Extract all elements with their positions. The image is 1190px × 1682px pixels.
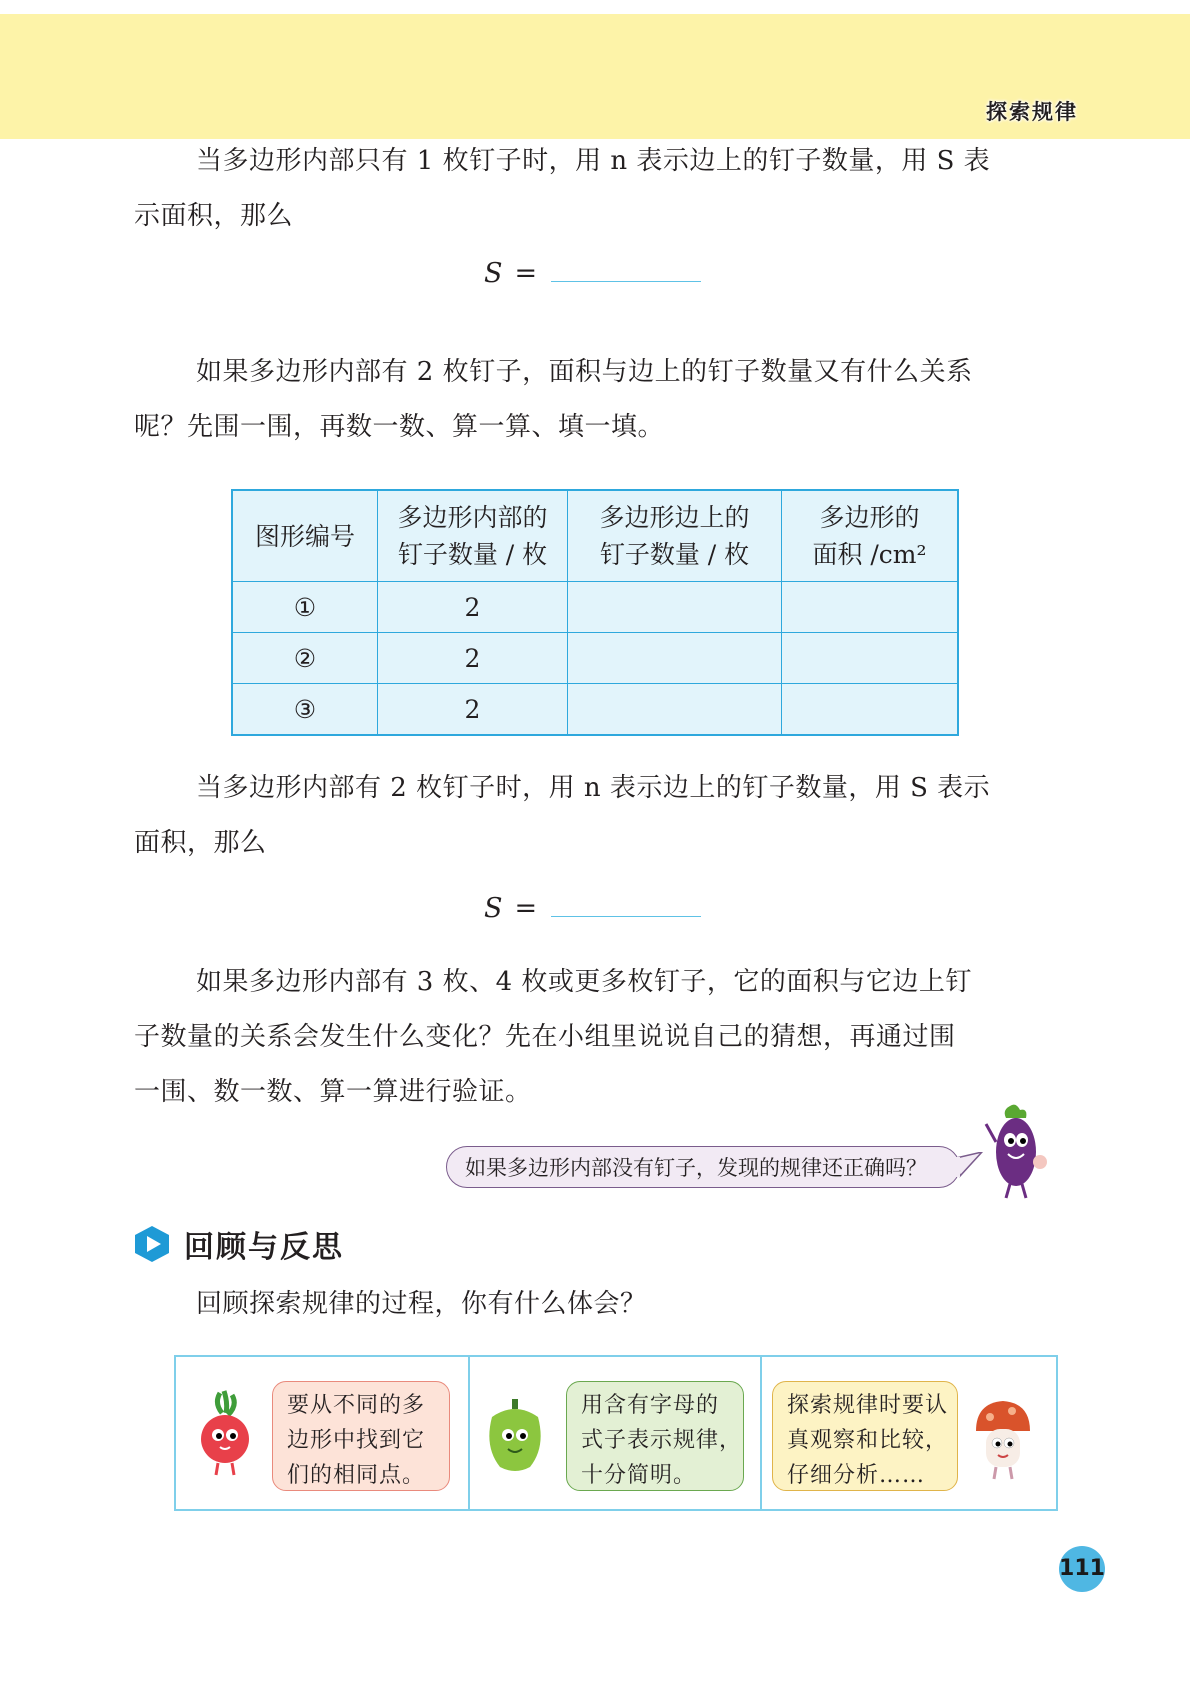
cell-area[interactable] [782, 582, 959, 633]
reflection-bubble: 探索规律时要认 真观察和比较， 仔细分析…… [772, 1381, 958, 1491]
cell-edge-nails[interactable] [568, 633, 782, 684]
paragraph-4 [134, 955, 1064, 1120]
formula-2-equals: = [514, 893, 538, 924]
table-row [232, 633, 958, 684]
header-area: 多边形的 面积 /cm² [782, 490, 959, 582]
cell-shape-id: ③ [232, 684, 378, 736]
page-number-badge: 111 [1059, 1546, 1105, 1592]
paragraph-3 [134, 761, 1064, 871]
paragraph-4-line-1: 如果多边形内部有 3 枚、4 枚或更多枚钉子，它的面积与它边上钉 [196, 967, 972, 997]
cell-inner-nails: 2 [378, 684, 568, 736]
paragraph-2-line-2: 呢？先围一围，再数一数、算一算、填一填。 [134, 412, 665, 442]
paragraph-4-line-3: 一围、数一数、算一算进行验证。 [134, 1077, 532, 1107]
reflection-cell-mushroom [762, 1357, 1056, 1509]
formula-1-lhs: S [484, 258, 503, 289]
review-question: 回顾探索规律的过程，你有什么体会？ [196, 1289, 647, 1319]
paragraph-3-line-1: 当多边形内部有 2 枚钉子时，用 n 表示边上的钉子数量，用 S 表示 [196, 773, 991, 803]
table-row [232, 582, 958, 633]
cell-inner-nails: 2 [378, 633, 568, 684]
eggplant-character-icon [982, 1102, 1052, 1202]
cell-shape-id: ① [232, 582, 378, 633]
cell-area[interactable] [782, 633, 959, 684]
pepper-character-icon [480, 1397, 550, 1477]
paragraph-1-line-1: 当多边形内部只有 1 枚钉子时，用 n 表示边上的钉子数量，用 S 表 [196, 146, 991, 176]
cell-edge-nails[interactable] [568, 582, 782, 633]
cell-area[interactable] [782, 684, 959, 736]
nail-count-table [231, 489, 959, 736]
paragraph-1 [134, 134, 1064, 244]
formula-1 [484, 258, 701, 289]
review-title-label: 回顾与反思 [184, 1230, 344, 1265]
paragraph-2 [134, 345, 1064, 455]
play-triangle-icon [134, 1225, 170, 1263]
header-inner-nails: 多边形内部的 钉子数量 / 枚 [378, 490, 568, 582]
paragraph-1-line-2: 示面积，那么 [134, 201, 294, 231]
paragraph-3-line-2: 面积，那么 [134, 828, 267, 858]
formula-2-blank[interactable] [551, 894, 701, 917]
section-tag: 探索规律 [986, 100, 1078, 124]
table-row [232, 684, 958, 736]
radish-character-icon [190, 1389, 260, 1479]
formula-2 [484, 893, 701, 924]
formula-1-equals: = [514, 258, 538, 289]
reflection-cell-pepper [470, 1357, 762, 1509]
cell-shape-id: ② [232, 633, 378, 684]
formula-2-lhs: S [484, 893, 503, 924]
review-section-title [134, 1222, 344, 1266]
mushroom-character-icon [972, 1397, 1034, 1481]
header-edge-nails: 多边形边上的 钉子数量 / 枚 [568, 490, 782, 582]
header-shape-id: 图形编号 [232, 490, 378, 582]
eggplant-speech-bubble: 如果多边形内部没有钉子，发现的规律还正确吗？ [446, 1146, 960, 1188]
paragraph-2-line-1: 如果多边形内部有 2 枚钉子，面积与边上的钉子数量又有什么关系 [196, 357, 973, 387]
cell-edge-nails[interactable] [568, 684, 782, 736]
formula-1-blank[interactable] [551, 259, 701, 282]
paragraph-4-line-2: 子数量的关系会发生什么变化？先在小组里说说自己的猜想，再通过围 [134, 1022, 956, 1052]
table-header-row [232, 490, 958, 582]
reflection-bubble: 用含有字母的 式子表示规律， 十分简明。 [566, 1381, 744, 1491]
reflection-cell-radish [176, 1357, 470, 1509]
cell-inner-nails: 2 [378, 582, 568, 633]
reflection-bubble: 要从不同的多 边形中找到它 们的相同点。 [272, 1381, 450, 1491]
reflection-box [174, 1355, 1058, 1511]
